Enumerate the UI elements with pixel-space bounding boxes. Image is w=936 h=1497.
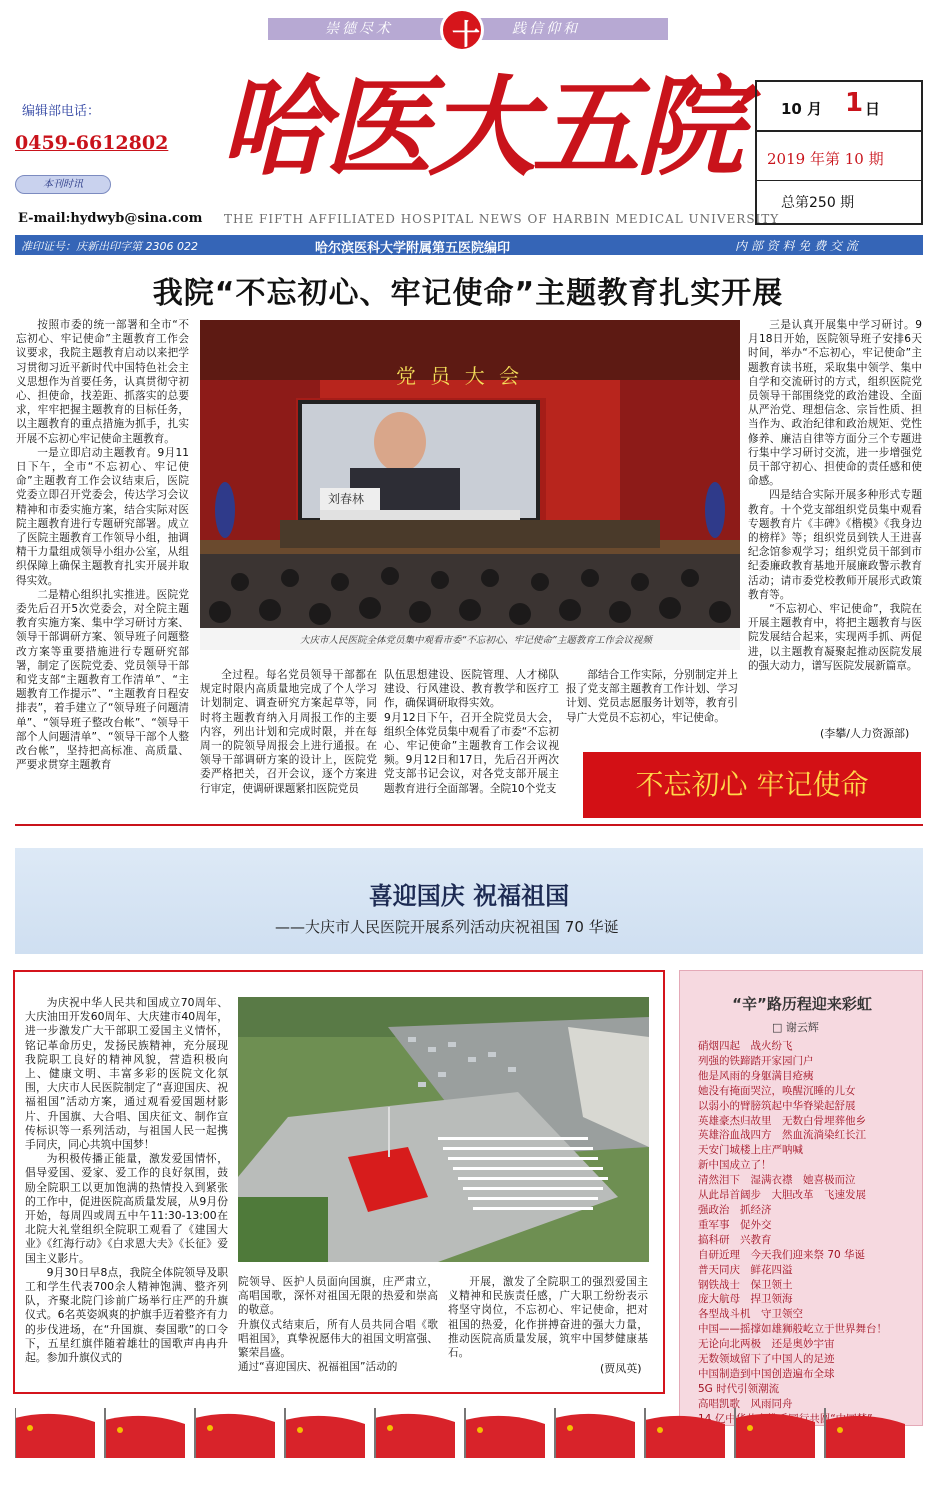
email: E-mail:hydwyb@sina.com: [18, 211, 203, 226]
poem-line: 搞科研 兴教育: [698, 1233, 772, 1246]
flag-ceremony-svg: [238, 997, 649, 1262]
poem-line: 列强的铁蹄踏开家园门户: [698, 1054, 814, 1067]
meeting-photo: [200, 320, 740, 650]
article2-byline: (贾凤英): [600, 1362, 642, 1375]
date-day: 1: [845, 88, 864, 118]
poem-author: [772, 1019, 819, 1035]
issue-divider-2: [757, 180, 921, 181]
poem-line: 各型战斗机 守卫领空: [698, 1308, 803, 1321]
internal-note: 内 部 资 料 免 费 交 流: [735, 239, 858, 253]
slogan-banner: 不忘初心 牢记使命: [583, 752, 921, 818]
poem-line: 5G 时代引领潮流: [698, 1382, 780, 1395]
poem-line: 新中国成立了！: [698, 1159, 772, 1172]
article2-subtitle: ——大庆市人民医院开展系列活动庆祝祖国 70 华诞: [275, 918, 619, 936]
article1-headline: 我院“不忘初心、牢记使命”主题教育扎实开展: [152, 276, 784, 311]
poem-line: 中国——摇撑如雄狮般屹立于世界舞台！: [698, 1323, 887, 1336]
article1-col3: 队伍思想建设、医院管理、人才梯队建设、行风建设、教育教学和医疗工作，确保调研取得实效。 9月12日下午，召开全院党员大会，组织全体党员集中观看了市委“不忘初心、牢记使命”主题教育工作会议视频。9月12日和17日，先后召开两次党支部书记会议，对各党支部开展主题教育进行全面部署。全院10个党支: [384, 669, 559, 795]
stage-banner-text: 党 员 大 会: [396, 364, 524, 388]
article2-paragraph: 为积极传播正能量，激发爱国情怀，倡导爱国、爱家、爱工作的良好氛围，鼓励全院职工以更加饱满的热情投入到紧张的工作中，促进医院高质量发展，从9月份开始，每周四或周五中午11:30-13:00在北院大礼堂组织全院职工观看了《建国大业》《红海行动》《白求恩大夫》《长征》爱国主义影片。: [25, 1152, 228, 1265]
masthead-title: 哈医大五院: [220, 65, 741, 191]
phone-number: 0459-6612802: [15, 132, 169, 154]
article1-paragraph: 三是认真开展集中学习研讨。9月18日开始，医院领导班子安排6天时间，举办“不忘初心，牢记使命”主题教育读书班，采取集中领学、集中自学和交流研讨的方式，组织医院党员领导干部围绕党的政治建设、全面从严治党、理想信念、宗旨性质、担当作为、政治纪律和政治规矩、党性修养、廉洁自律等方面分三个专题进行集中学习研讨交流，进一步增强党员干部守初心、担使命的责任感和使命感。: [748, 319, 922, 488]
author-box-icon: □: [772, 1021, 786, 1034]
poem-line: 无论向北两极 还是奥妙宇宙: [698, 1338, 835, 1351]
article2-col2: 院领导、医护人员面向国旗，庄严肃立，高唱国歌，深怀对祖国无限的热爱和崇高的敬意。 升旗仪式结束后，所有人员共同合唱《歌唱祖国》，真挚祝愿伟大的祖国文明富强、繁荣昌盛。 通过“喜迎国庆、祝福祖国”活动的: [238, 1276, 438, 1374]
poem-line: 庞大航母 捍卫领海: [698, 1293, 793, 1306]
poem-title: “辛”路历程迎来彩虹: [732, 995, 872, 1013]
slogan-left: 崇德尽术: [325, 21, 393, 37]
date-day-suffix: 日: [865, 100, 881, 118]
poem-line: 她没有掩面哭泣，唤醒沉睡的儿女: [698, 1084, 856, 1097]
article1-col5: [748, 318, 922, 673]
article2-title: 喜迎国庆 祝福祖国: [368, 882, 570, 910]
phone-label: 编辑部电话：: [22, 104, 101, 119]
article2-header-band: [15, 848, 923, 954]
issue-box: [755, 80, 923, 225]
poem-line: 无数领域留下了中国人的足迹: [698, 1353, 835, 1366]
poem-panel: [679, 970, 923, 1426]
total-issue: 总第250 期: [781, 195, 855, 211]
hospital-logo-icon: 十: [440, 8, 484, 52]
poem-line: 英雄浴血战四方 然血流淌染红长江: [698, 1129, 866, 1142]
article1-col1: [16, 318, 189, 773]
article1-col4: 部结合工作实际，分别制定并上报了党支部主题教育工作计划、学习计划、党员志愿服务计划等，教育引导广大党员不忘初心，牢记使命。: [566, 669, 738, 724]
poem-line: 英雄豪杰归故里 无数白骨埋葬他乡: [698, 1114, 866, 1127]
news-badge: 本刊时讯: [15, 175, 111, 194]
issue-divider: [757, 130, 921, 132]
poem-line: 以弱小的臂膀筑起中华脊梁起舒展: [698, 1099, 856, 1112]
article2-col3: 开展，激发了全院职工的强烈爱国主义精神和民族责任感，广大职工纷纷表示将坚守岗位，不忘初心、牢记使命，把对祖国的热爱，化作拼搏奋进的强大力量，推动医院高质量发展，筑牢中国梦健康基石。: [448, 1276, 648, 1360]
article1-paragraph: 二是精心组织扎实推进。医院党委先后召开5次党委会，对全院主题教育实施方案、集中学习研讨方案、领导干部调研方案、领导班子问题整改方案等重要措施进行专题研究部署，制定了医院党委、党员领导干部和党支部“主题教育工作清单”、“主题教育工作提示”、“主题教育日程安排表”，着手建立了“领导班子问题清单”、“领导班子整改台帐”、“领导干部个人问题清单”、“领导干部个人整改台帐”，坚持把高标准、高质量、严要求贯穿主题教育: [16, 588, 189, 772]
english-title: THE FIFTH AFFILIATED HOSPITAL NEWS OF HARBIN MEDICAL UNIVERSITY: [224, 212, 780, 226]
poem-line: 从此昂首阔步 大胆改革 飞速发展: [698, 1189, 866, 1202]
poem-line: 钢铁战士 保卫领土: [698, 1278, 793, 1291]
poem-line: 自研近理 今天我们迎来祭 70 华诞: [698, 1248, 866, 1261]
poem-line: 强政治 抓经济: [698, 1203, 772, 1216]
flag-ceremony-photo: [238, 997, 649, 1262]
publisher-bar: [15, 235, 923, 255]
article2-paragraph: 9月30日早8点，我院全体院领导及职工和学生代表700余人精神饱满、整齐列队，齐聚北院门诊前广场举行庄严的升旗仪式。6名英姿飒爽的护旗手迈着整齐有力的步伐进场，在“升国旗、奏国歌”的口令下，五星红旗伴随着雄壮的国歌声冉冉升起。参加升旗仪式的: [25, 1265, 228, 1365]
poem-line: 清然泪下 湿满衣襟 她喜极而泣: [698, 1174, 856, 1187]
article1-paragraph: 一是立即启动主题教育。9月11日下午，全市“不忘初心、牢记使命”主题教育工作会议结束后，医院党委立即召开党委会，传达学习会议精神和市委实施方案，结合实际对医院主题教育进行专题研究部署。成立了医院主题教育工作领导小组，抽调精干力量组成领导小组办公室，从组织保障上确保主题教育扎实开展并取得实效。: [16, 446, 189, 587]
article2-paragraph: 为庆祝中华人民共和国成立70周年、大庆油田开发60周年、大庆建市40周年，进一步激发广大干部职工爱国主义情怀，铭记革命历史，发扬民族精神，充分展现我院职工良好的精神风貌，营造积极向上、健康文明、丰富多彩的医院文化氛围，大庆市人民医院制定了“喜迎国庆、祝福祖国”活动方案，通过观看爱国题材影片、升国旗、大合唱、国庆征文、制作宣传标识等一系列活动，与祖国人民一起携手同庆，同心共筑中国梦！: [25, 996, 228, 1152]
slogan-right: 践信仰和: [512, 21, 580, 37]
photo-caption: 大庆市人民医院全体党员集中观看市委“不忘初心、牢记使命”主题教育工作会议视频: [300, 635, 652, 646]
poem-line: 高唱凯歌 风雨同舟: [698, 1397, 793, 1410]
poem-author-name: 谢云辉: [785, 1021, 819, 1034]
speaker-nameplate: 刘春林: [328, 492, 365, 506]
permit-number: 准印证号：庆新出印字第 2306 022: [21, 240, 198, 253]
bottom-decoration: [15, 1408, 923, 1458]
article1-paragraph: “不忘初心、牢记使命”，我院在开展主题教育中，将把主题教育与医院发展结合起来，实现两手抓、两促进，以主题教育凝聚起推动医院发展的强大动力，谱写医院发展新篇章。: [748, 603, 922, 672]
poem-line: 硝烟四起 战火纷飞: [698, 1040, 793, 1052]
issue-number: 2019 年第 10 期: [767, 150, 884, 168]
article1-byline: (李攀/人力资源部): [820, 727, 910, 740]
article1-col2: 全过程。每名党员领导干部都在规定时限内高质量地完成了个人学习计划制定、调查研究方案起草等，同时将主题教育纳入月周报工作的主要内容，列出计划和完成时限，并在每周一的院领导周报会上进行通报。在领导干部调研方案的设计上，医院党委严格把关，召开会议，逐个方案进行审定，使调研课题紧扣医院党员: [200, 669, 377, 795]
date-month: 10 月: [781, 100, 823, 118]
flag-decoration-svg: [15, 1408, 923, 1458]
article1-paragraph: 按照市委的统一部署和全市“不忘初心、牢记使命”主题教育工作会议要求，我院主题教育启动以来把学习贯彻习近平新时代中国特色社会主义思想作为首要任务，认真贯彻守初心、担使命，找差距、抓落实的总要求，牢牢把握主题教育的目标任务，以主题教育的重点措施为抓手，扎实开展不忘初心牢记使命主题教育。: [16, 319, 189, 445]
poem-line: 中国制造到中国创造遍布全球: [698, 1367, 835, 1380]
poem-line: 他是风雨的身躯满目疮痍: [698, 1069, 814, 1082]
article1-paragraph: 四是结合实际开展多种形式专题教育。十个党支部组织党员集中观看专题教育片《丰碑》《楷模》《我身边的榜样》等；组织党员到铁人王进喜纪念馆参观学习；组织党员干部到市纪委廉政教育基地开展廉政警示教育活动；请市委党校教师开展形式政策教育等。: [748, 489, 922, 601]
publisher-name: 哈尔滨医科大学附属第五医院编印: [315, 241, 511, 256]
article2-col1: [25, 996, 228, 1365]
section-divider: [15, 824, 923, 826]
poem-line: 普天同庆 鲜花四溢: [698, 1263, 793, 1276]
poem-line: 重军事 促外交: [698, 1218, 772, 1231]
poem-lines: [698, 1039, 887, 1427]
poem-line: 天安门城楼上庄严呐喊: [698, 1144, 803, 1157]
